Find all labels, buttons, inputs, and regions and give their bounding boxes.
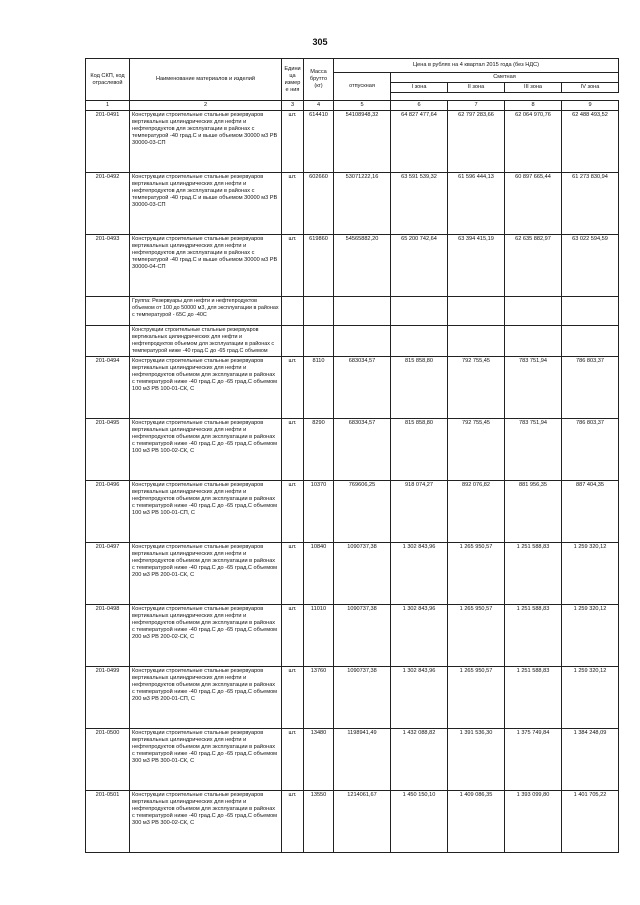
name-cell: Конструкции строительные стальные резервуаров вертикальных цилиндрических для нефти и нефтепродуктов объемом для эксплуатации в районах с температурой ниже -40 град.С до -65 град.С объемом 300 м3 РВ 300-01-СК, С [130, 729, 282, 791]
name-cell: Конструкции строительные стальные резервуаров вертикальных цилиндрических для нефти и нефтепродуктов для эксплуатации в районах с температурой -40 град.С и выше объемом 30000 м3 РВ 30000-03-СП [130, 173, 282, 235]
unit-cell: шт. [282, 235, 304, 297]
unit-cell: шт. [282, 111, 304, 173]
outgoing-price-cell: 1090737,38 [334, 605, 391, 667]
outgoing-price-cell [334, 297, 391, 326]
outgoing-price-cell: 683034,57 [334, 419, 391, 481]
header-zone-2: II зона [448, 83, 505, 93]
zone-4-price-cell: 786 803,37 [562, 419, 619, 481]
name-cell: Конструкции строительные стальные резервуаров вертикальных цилиндрических для нефти и нефтепродуктов для эксплуатации в районах с температурой -40 град.С и выше объемом 30000 м3 РВ 30000-03-СП [130, 111, 282, 173]
mass-cell: 13480 [304, 729, 334, 791]
col-num: 5 [334, 101, 391, 111]
unit-cell: шт. [282, 729, 304, 791]
header-code: Код СКП, код отраслевой [86, 59, 130, 101]
table-row [86, 111, 619, 173]
unit-cell: шт. [282, 419, 304, 481]
col-num: 7 [448, 101, 505, 111]
outgoing-price-cell: 1214061,67 [334, 791, 391, 853]
name-cell: Конструкции строительные стальные резервуаров вертикальных цилиндрических для нефти и нефтепродуктов объемом для эксплуатации в районах с температурой ниже -40 град.С до -65 град.С объемом 100 м3 РВ 100-01-СП, С [130, 481, 282, 543]
zone-3-price-cell: 1 251 588,83 [505, 605, 562, 667]
zone-2-price-cell: 1 265 950,57 [448, 667, 505, 729]
outgoing-price-cell: 54108948,32 [334, 111, 391, 173]
unit-cell: шт. [282, 667, 304, 729]
mass-cell: 8290 [304, 419, 334, 481]
unit-cell: шт. [282, 605, 304, 667]
header-estimate: Сметная [391, 73, 619, 83]
zone-4-price-cell: 786 803,37 [562, 357, 619, 419]
zone-2-price-cell: 792 755,45 [448, 419, 505, 481]
code-cell [86, 297, 130, 326]
zone-4-price-cell: 61 273 830,94 [562, 173, 619, 235]
code-cell: 201-0497 [86, 543, 130, 605]
group-row [86, 326, 619, 357]
name-cell: Конструкции строительные стальные резервуаров вертикальных цилиндрических для нефти и нефтепродуктов объемом для эксплуатации в районах с температурой ниже -40 град.С до -65 град.С объемом 100 м3 РВ 100-01-СК, С [130, 357, 282, 419]
unit-cell [282, 326, 304, 357]
table-row [86, 729, 619, 791]
name-cell: Конструкции строительные стальные резервуаров вертикальных цилиндрических для нефти и нефтепродуктов объемом для эксплуатации в районах с температурой ниже -40 град.С до -65 град.С объемом 200 м3 РВ 200-02-СК, С [130, 605, 282, 667]
zone-2-price-cell: 1 391 536,30 [448, 729, 505, 791]
zone-1-price-cell: 63 591 539,32 [391, 173, 448, 235]
page-number: 305 [312, 37, 328, 47]
zone-1-price-cell [391, 326, 448, 357]
zone-2-price-cell: 63 394 415,19 [448, 235, 505, 297]
table-row [86, 357, 619, 419]
zone-3-price-cell: 62 064 970,76 [505, 111, 562, 173]
outgoing-price-cell: 683034,57 [334, 357, 391, 419]
outgoing-price-cell: 1090737,38 [334, 543, 391, 605]
zone-2-price-cell [448, 297, 505, 326]
mass-cell: 602660 [304, 173, 334, 235]
header-unit: Едини ца измере ния [282, 59, 304, 101]
column-numbers-row [86, 101, 619, 111]
header-mass: Масса брутто (кг) [304, 59, 334, 101]
table-row [86, 543, 619, 605]
unit-cell: шт. [282, 543, 304, 605]
code-cell: 201-0494 [86, 357, 130, 419]
code-cell: 201-0493 [86, 235, 130, 297]
table-row [86, 235, 619, 297]
price-table [85, 58, 619, 853]
code-cell: 201-0498 [86, 605, 130, 667]
zone-4-price-cell [562, 297, 619, 326]
zone-2-price-cell: 61 596 444,13 [448, 173, 505, 235]
name-cell: Конструкции строительные стальные резервуаров вертикальных цилиндрических для нефти и нефтепродуктов объемом для эксплуатации в районах с температурой ниже -40 град.С до -65 град.С объемом 200 м3 РВ 200-01-СП, С [130, 667, 282, 729]
unit-cell: шт. [282, 357, 304, 419]
zone-1-price-cell: 1 302 843,96 [391, 543, 448, 605]
zone-1-price-cell: 65 200 742,64 [391, 235, 448, 297]
header-name: Наименование материалов и изделий [130, 59, 282, 101]
zone-3-price-cell: 60 897 665,44 [505, 173, 562, 235]
zone-2-price-cell: 792 755,45 [448, 357, 505, 419]
zone-4-price-cell [562, 326, 619, 357]
mass-cell: 8110 [304, 357, 334, 419]
unit-cell: шт. [282, 481, 304, 543]
col-num: 8 [505, 101, 562, 111]
mass-cell: 11010 [304, 605, 334, 667]
zone-3-price-cell: 783 751,94 [505, 357, 562, 419]
outgoing-price-cell [334, 326, 391, 357]
zone-1-price-cell: 1 450 150,10 [391, 791, 448, 853]
zone-3-price-cell: 881 956,35 [505, 481, 562, 543]
zone-1-price-cell: 1 302 843,96 [391, 605, 448, 667]
unit-cell: шт. [282, 791, 304, 853]
zone-4-price-cell: 1 401 705,22 [562, 791, 619, 853]
table-row [86, 791, 619, 853]
table-row [86, 173, 619, 235]
zone-2-price-cell [448, 326, 505, 357]
zone-1-price-cell: 1 432 088,82 [391, 729, 448, 791]
outgoing-price-cell: 1198941,49 [334, 729, 391, 791]
header-zone-1: I зона [391, 83, 448, 93]
code-cell: 201-0500 [86, 729, 130, 791]
code-cell: 201-0492 [86, 173, 130, 235]
name-cell: Конструкции строительные стальные резервуаров вертикальных цилиндрических для нефти и нефтепродуктов для эксплуатации в районах с температурой -40 град.С и выше объемом 30000 м3 РВ 30000-04-СП [130, 235, 282, 297]
zone-4-price-cell: 1 259 320,12 [562, 667, 619, 729]
code-cell: 201-0499 [86, 667, 130, 729]
name-cell: Группа: Резервуары для нефти и нефтепродуктов объемом от 100 до 50000 м3, для эксплуатации в районах с температурой - 65С до -40С [130, 297, 282, 326]
name-cell: Конструкции строительные стальные резервуаров вертикальных цилиндрических для нефти и нефтепродуктов объемом для эксплуатации в районах с температурой ниже -40 град.С до -65 град.С объемом [130, 326, 282, 357]
zone-4-price-cell: 1 259 320,12 [562, 605, 619, 667]
zone-3-price-cell: 1 393 099,80 [505, 791, 562, 853]
col-num: 3 [282, 101, 304, 111]
code-cell [86, 326, 130, 357]
header-zone-3: III зона [505, 83, 562, 93]
header-outgoing: отпускная [334, 73, 391, 101]
mass-cell: 619860 [304, 235, 334, 297]
table-body [86, 111, 619, 853]
zone-2-price-cell: 62 797 283,66 [448, 111, 505, 173]
col-num: 2 [130, 101, 282, 111]
zone-3-price-cell: 62 635 882,97 [505, 235, 562, 297]
zone-3-price-cell: 783 751,94 [505, 419, 562, 481]
zone-3-price-cell [505, 297, 562, 326]
zone-3-price-cell: 1 251 588,83 [505, 667, 562, 729]
unit-cell [282, 297, 304, 326]
zone-3-price-cell: 1 375 749,84 [505, 729, 562, 791]
zone-3-price-cell [505, 326, 562, 357]
zone-4-price-cell: 1 259 320,12 [562, 543, 619, 605]
zone-1-price-cell [391, 297, 448, 326]
zone-1-price-cell: 815 858,80 [391, 419, 448, 481]
group-row [86, 297, 619, 326]
table-row [86, 481, 619, 543]
mass-cell: 10370 [304, 481, 334, 543]
name-cell: Конструкции строительные стальные резервуаров вертикальных цилиндрических для нефти и нефтепродуктов объемом для эксплуатации в районах с температурой ниже -40 град.С до -65 град.С объемом 200 м3 РВ 200-01-СК, С [130, 543, 282, 605]
zone-4-price-cell: 62 488 493,52 [562, 111, 619, 173]
zone-4-price-cell: 63 022 594,59 [562, 235, 619, 297]
outgoing-price-cell: 53071222,16 [334, 173, 391, 235]
mass-cell: 13550 [304, 791, 334, 853]
col-num: 4 [304, 101, 334, 111]
mass-cell: 614410 [304, 111, 334, 173]
name-cell: Конструкции строительные стальные резервуаров вертикальных цилиндрических для нефти и нефтепродуктов объемом для эксплуатации в районах с температурой ниже -40 град.С до -65 град.С объемом 100 м3 РВ 100-02-СК, С [130, 419, 282, 481]
zone-1-price-cell: 64 827 477,64 [391, 111, 448, 173]
zone-2-price-cell: 1 265 950,57 [448, 543, 505, 605]
code-cell: 201-0501 [86, 791, 130, 853]
zone-2-price-cell: 1 265 950,57 [448, 605, 505, 667]
mass-cell [304, 297, 334, 326]
code-cell: 201-0496 [86, 481, 130, 543]
col-num: 6 [391, 101, 448, 111]
outgoing-price-cell: 769606,25 [334, 481, 391, 543]
table-row [86, 667, 619, 729]
unit-cell: шт. [282, 173, 304, 235]
zone-2-price-cell: 1 409 086,35 [448, 791, 505, 853]
zone-2-price-cell: 892 076,82 [448, 481, 505, 543]
header-zone-4: IV зона [562, 83, 619, 93]
zone-3-price-cell: 1 251 588,83 [505, 543, 562, 605]
col-num: 9 [562, 101, 619, 111]
code-cell: 201-0491 [86, 111, 130, 173]
col-num: 1 [86, 101, 130, 111]
mass-cell: 10840 [304, 543, 334, 605]
table-row [86, 605, 619, 667]
zone-1-price-cell: 1 302 843,96 [391, 667, 448, 729]
name-cell: Конструкции строительные стальные резервуаров вертикальных цилиндрических для нефти и нефтепродуктов объемом для эксплуатации в районах с температурой ниже -40 град.С до -65 град.С объемом 300 м3 РВ 300-02-СК, С [130, 791, 282, 853]
zone-1-price-cell: 918 074,27 [391, 481, 448, 543]
outgoing-price-cell: 54565882,20 [334, 235, 391, 297]
mass-cell: 13760 [304, 667, 334, 729]
zone-4-price-cell: 887 404,35 [562, 481, 619, 543]
zone-1-price-cell: 815 858,80 [391, 357, 448, 419]
table-header [86, 59, 619, 111]
code-cell: 201-0495 [86, 419, 130, 481]
table-row [86, 419, 619, 481]
mass-cell [304, 326, 334, 357]
outgoing-price-cell: 1090737,38 [334, 667, 391, 729]
header-prices-title: Цена в рублях на 4 квартал 2015 года (без НДС) [334, 59, 619, 73]
zone-4-price-cell: 1 384 248,09 [562, 729, 619, 791]
